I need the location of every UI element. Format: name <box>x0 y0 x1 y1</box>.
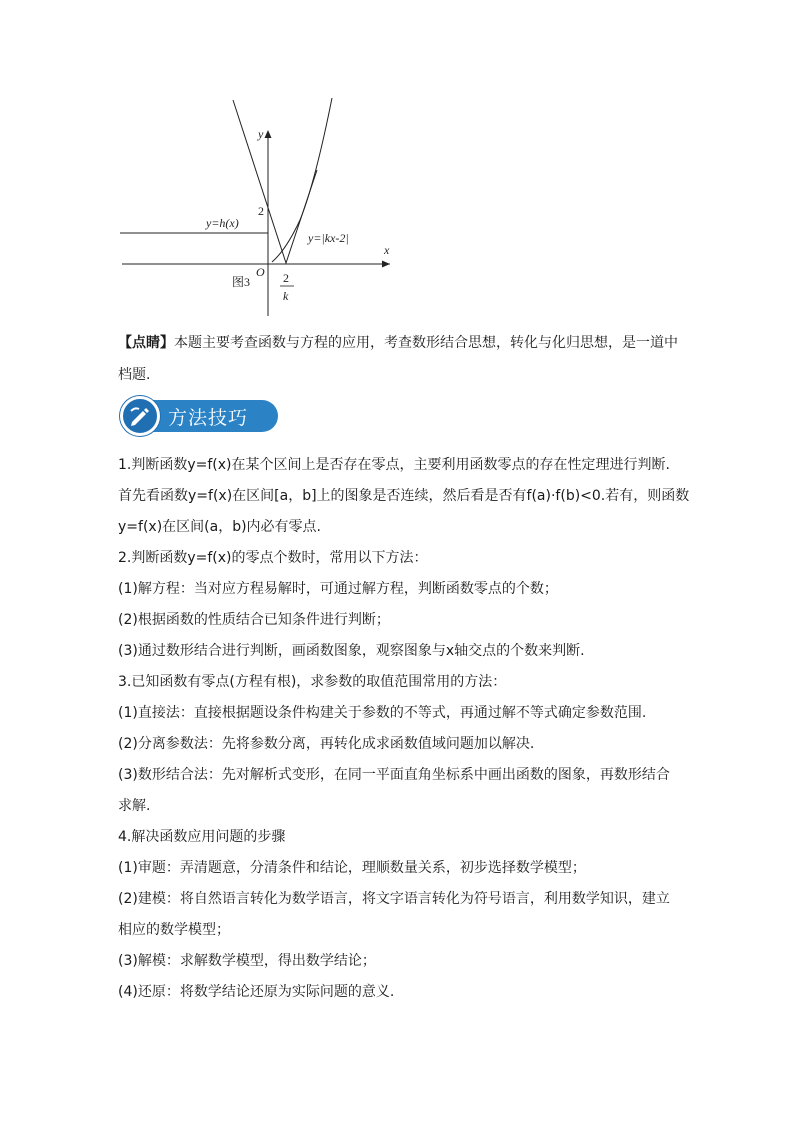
y-axis-label: y <box>258 127 264 141</box>
dianjing-tag: 【点睛】 <box>118 335 174 351</box>
x-axis-label: x <box>384 243 390 257</box>
method-line: 1.判断函数y=f(x)在某个区间上是否存在零点，主要利用函数零点的存在性定理进行判断. <box>118 457 670 473</box>
dianjing-paragraph <box>118 327 678 391</box>
method-line: 求解. <box>118 798 151 814</box>
banner-icon-circle <box>120 396 160 436</box>
method-line: 3.已知函数有零点(方程有根)，求参数的取值范围常用的方法： <box>118 674 507 690</box>
origin-label: O <box>256 265 265 279</box>
method-line: (2)根据函数的性质结合已知条件进行判断； <box>118 612 390 628</box>
dianjing-text: 本题主要考查函数与方程的应用，考查数形结合思想，转化与化归思想，是一道中档题. <box>118 335 678 383</box>
method-line: (2)分离参数法：先将参数分离，再转化成求函数值域问题加以解决. <box>118 736 535 752</box>
figure-caption: 图3 <box>232 275 251 289</box>
tick-two-label: 2 <box>258 204 264 218</box>
banner-title: 方法技巧 <box>168 407 249 429</box>
x-axis-arrow <box>382 261 390 268</box>
method-line: 4.解决函数应用问题的步骤 <box>118 829 286 845</box>
method-line: (1)解方程：当对应方程易解时，可通过解方程，判断函数零点的个数； <box>118 581 558 597</box>
method-line: (1)审题：弄清题意，分清条件和结论，理顺数量关系，初步选择数学模型； <box>118 860 586 876</box>
method-line: (4)还原：将数学结论还原为实际问题的意义. <box>118 984 395 1000</box>
pencil-icon <box>127 403 153 429</box>
graph-svg <box>110 98 410 323</box>
method-line: 相应的数学模型； <box>118 922 230 938</box>
abs-function-label: y=|kx-2| <box>308 231 349 245</box>
abs-curve <box>233 100 317 263</box>
method-list <box>118 450 690 1008</box>
method-line: (3)数形结合法：先对解析式变形，在同一平面直角坐标系中画出函数的图象，再数形结合 <box>118 767 670 783</box>
method-line: y=f(x)在区间(a，b)内必有零点. <box>118 519 321 535</box>
method-line: (1)直接法：直接根据题设条件构建关于参数的不等式，再通过解不等式确定参数范围. <box>118 705 647 721</box>
method-line: (3)解模：求解数学模型，得出数学结论； <box>118 953 376 969</box>
y-axis-arrow <box>265 130 272 138</box>
method-line: 2.判断函数y=f(x)的零点个数时，常用以下方法： <box>118 550 428 566</box>
h-function-label: y=h(x) <box>206 216 239 230</box>
method-line: (3)通过数形结合进行判断，画函数图象，观察图象与x轴交点的个数来判断. <box>118 643 585 659</box>
method-line: (2)建模：将自然语言转化为数学语言，将文字语言转化为符号语言，利用数学知识，建立 <box>118 891 670 907</box>
section-banner <box>120 396 280 436</box>
method-line: 首先看函数y=f(x)在区间[a，b]上的图象是否连续，然后看是否有f(a)·f(b)<0.若有，则函数 <box>118 488 690 504</box>
intercept-numerator: 2 <box>283 271 289 285</box>
intercept-denominator: k <box>283 289 289 303</box>
function-graph-figure <box>110 98 410 323</box>
